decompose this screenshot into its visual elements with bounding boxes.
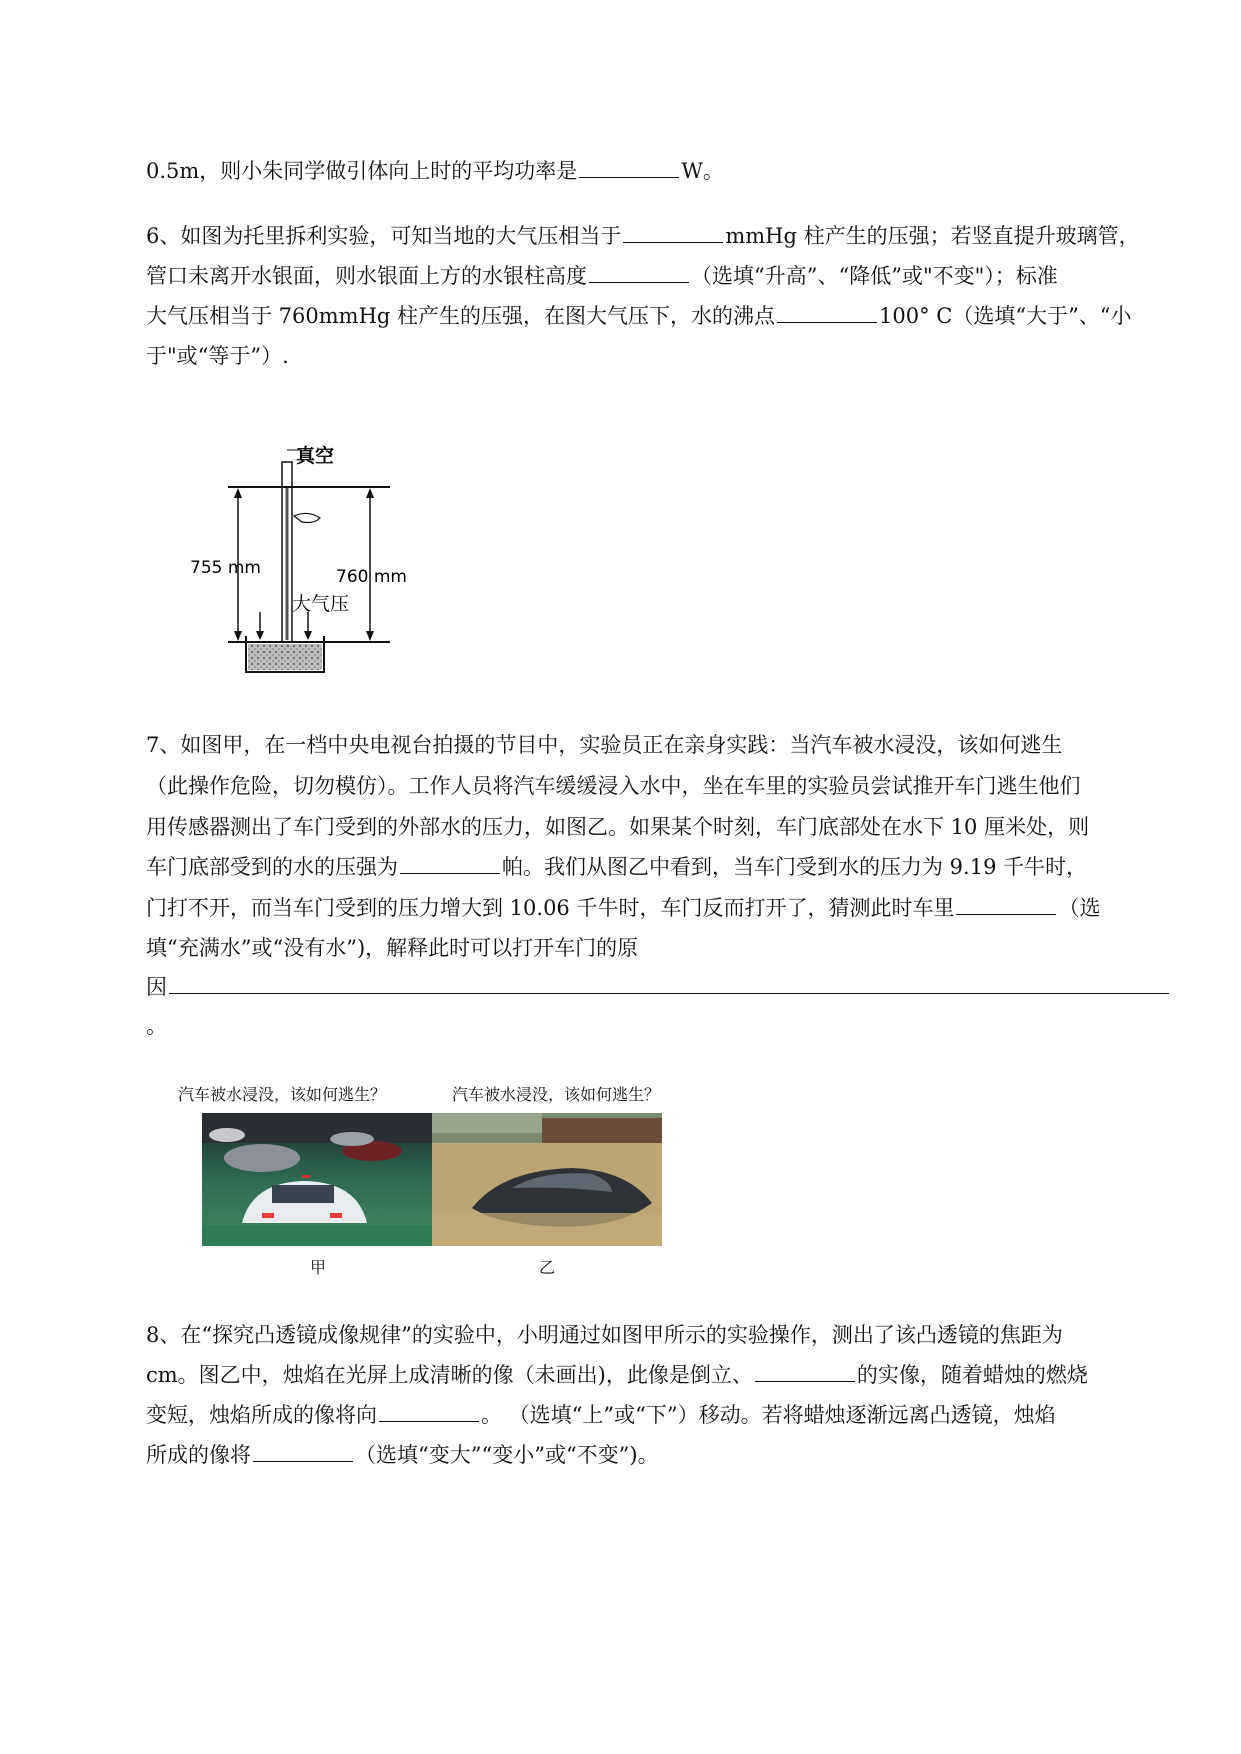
flooded-car-photo-right (432, 1113, 662, 1246)
q7-text: 因 (146, 975, 167, 999)
q8-line-4 (146, 1441, 659, 1469)
atm-label: 大气压 (292, 593, 350, 615)
q7-end-mark: 。 (146, 1014, 167, 1038)
q8-text: （选填“变大”“变小”或“不变”)。 (355, 1443, 659, 1467)
q8-text: 。 （选填“上”或“下”）移动。若将蜡烛逐渐远离凸透镜，烛焰 (481, 1403, 1056, 1427)
q6-text: mmHg 柱产生的压强；若竖直提升玻璃管， (725, 224, 1140, 248)
q6-blank-2[interactable] (589, 262, 689, 283)
q5-text-before: 0.5m，则小朱同学做引体向上时的平均功率是 (146, 159, 578, 183)
q6-text: 大气压相当于 760mmHg 柱产生的压强，在图大气压下，水的沸点 (146, 304, 776, 328)
q6-line-2 (146, 262, 1058, 290)
q7-text: 填“充满水”或“没有水”)，解释此时可以打开车门的原 (146, 936, 639, 960)
q8-text: cm。图乙中，烛焰在光屏上成清晰的像（未画出)，此像是倒立、 (146, 1363, 753, 1387)
q6-text: （选填“升高”、“降低”或"不变"）；标准 (691, 264, 1058, 288)
fig2-caption-left: 汽车被水浸没，该如何逃生？ (178, 1085, 387, 1104)
flooded-car-photo-left (202, 1113, 432, 1246)
q8-line-3 (146, 1401, 1056, 1429)
q7-line-5 (146, 894, 1100, 922)
q6-text: 100° C（选填“大于”、“小 (879, 304, 1132, 328)
q7-line-2 (146, 772, 1081, 800)
q8-text: 所成的像将 (146, 1443, 251, 1467)
q8-text: 的实像，随着蜡烛的燃烧 (856, 1363, 1088, 1387)
q7-text: （此操作危险，切勿模仿）。工作人员将汽车缓缓浸入水中，坐在车里的实验员尝试推开车门逃生他们 (146, 774, 1081, 798)
q8-text: 8、在“探究凸透镜成像规律”的实验中，小明通过如图甲所示的实验操作，测出了该凸透镜的焦距为 (146, 1323, 1063, 1347)
q8-text: 变短，烛焰所成的像将向 (146, 1403, 377, 1427)
q7-reason-blank[interactable] (169, 973, 1169, 994)
fig2-caption-right: 汽车被水浸没，该如何逃生？ (452, 1085, 661, 1104)
q6-blank-1[interactable] (623, 222, 723, 243)
q8-line-2 (146, 1361, 1088, 1389)
q7-text: 车门底部受到的水的压强为 (146, 855, 398, 879)
q7-text: （选 (1058, 896, 1101, 920)
q7-line-3 (146, 813, 1089, 841)
q7-text: 7、如图甲，在一档中央电视台拍摄的节目中，实验员正在亲身实践：当汽车被水浸没，该如何逃生 (146, 733, 1063, 757)
right-height-label: 760 mm (336, 567, 407, 587)
q6-line-1 (146, 222, 1140, 250)
fig2-label-left: 甲 (310, 1258, 327, 1277)
q5-text-after: W。 (681, 159, 724, 183)
q8-line-1 (146, 1321, 1063, 1349)
fig2-label-right: 乙 (539, 1258, 556, 1277)
q6-text: 管口未离开水银面，则水银面上方的水银柱高度 (146, 264, 587, 288)
q7-text: 门打不开，而当车门受到的压力增大到 10.06 千牛时，车门反而打开了，猜测此时车里 (146, 896, 955, 920)
left-height-label: 755 mm (190, 558, 261, 578)
q6-blank-3[interactable] (777, 302, 877, 323)
q5-tail-line (146, 157, 724, 185)
q6-text: 于"或“等于”）. (146, 344, 289, 368)
vacuum-label: 真空 (296, 445, 335, 467)
q7-line-6 (146, 934, 638, 962)
q8-blank-1[interactable] (755, 1361, 855, 1382)
q7-line-4 (146, 853, 1087, 881)
q8-blank-3[interactable] (253, 1441, 353, 1462)
q7-blank-1[interactable] (400, 853, 500, 874)
q6-text: 6、如图为托里拆利实验，可知当地的大气压相当于 (146, 224, 622, 248)
q7-text: 用传感器测出了车门受到的外部水的压力，如图乙。如果某个时刻，车门底部处在水下 10 厘米处，则 (146, 815, 1090, 839)
q7-blank-2[interactable] (956, 894, 1056, 915)
q6-line-3 (146, 302, 1132, 330)
q7-line-7 (146, 973, 1171, 1001)
torricelli-diagram (190, 440, 430, 690)
q7-line-1 (146, 731, 1062, 759)
q6-line-4 (146, 342, 289, 370)
q8-blank-2[interactable] (379, 1401, 479, 1422)
q7-text: 帕。我们从图乙中看到，当车门受到水的压力为 9.19 千牛时， (502, 855, 1088, 879)
q5-answer-blank[interactable] (579, 157, 679, 178)
